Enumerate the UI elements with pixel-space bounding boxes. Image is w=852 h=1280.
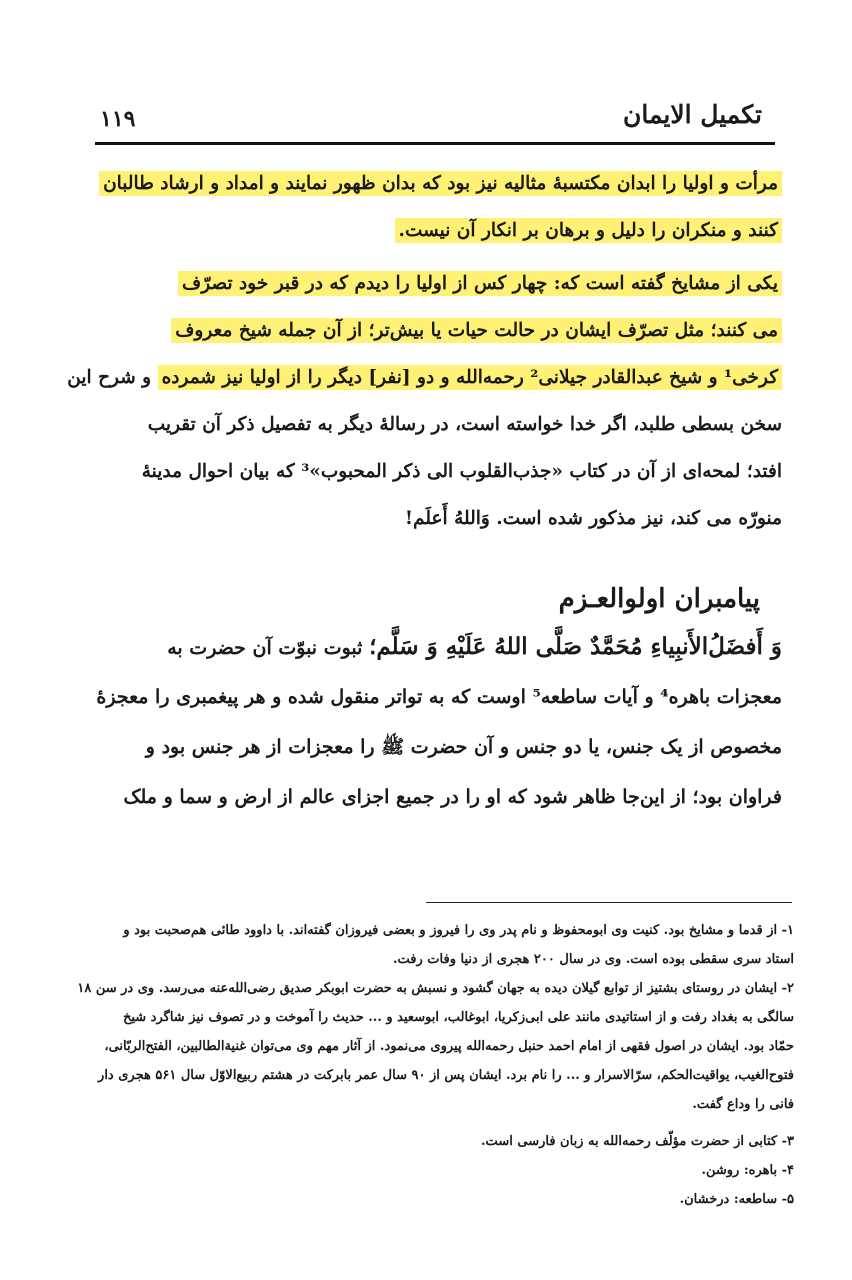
footnote-line: ۱- از قدما و مشایخ بود. کنیت وی ابومحفوظ و نام پدر وی را فیروز و بعضی فیروزان گفته‌اند. با داوود طائی هم‌صحبت بود و — [123, 923, 794, 938]
body-text: منورّه می کند، نیز مذکور شده است. وَاللهُ أَعلَم! — [404, 508, 782, 529]
highlighted-text: کرخی¹ و شیخ عبدالقادر جیلانی² رحمه‌الله و دو [نفر] دیگر را از اولیا نیز شمرده — [158, 365, 782, 390]
footnote-4: ۴- باهره: روشن. — [701, 1163, 794, 1178]
body-text: سخن بسطی طلبد، اگر خدا خواسته است، در رسالهٔ دیگر به تفصیل ذکر آن تقریب — [147, 414, 782, 435]
paragraph-1 — [90, 160, 782, 254]
footnote-line: فتوح‌الغیب، یواقیت‌الحکم، سرّالاسرار و ... را نام برد. ایشان پس از ۹۰ سال عمر بابرکت در هشتم ربیع‌الاوّل سال ۵۶۱ هجری دار — [98, 1068, 794, 1083]
section-paragraph — [90, 622, 782, 822]
highlighted-text: یکی از مشایخ گفته است که: چهار کس از اولیا را دیدم که در قبر خود تصرّف — [178, 271, 782, 296]
page-number: ۱۱۹ — [100, 106, 136, 132]
footnote-line: سالگی به بغداد رفت و از استاتیدی مانند علی ابی‌زکریا، ابوغالب، ابوسعید و ... حدیث را آموخت و در تصوف نیز شاگرد شیخ — [122, 1010, 794, 1025]
footnote-2 — [77, 974, 794, 1119]
footnote-line: فانی را وداع گفت. — [692, 1097, 794, 1112]
footnote-line: حمّاد بود. ایشان در اصول فقهی از امام احمد حنبل رحمه‌الله پیروی می‌نمود. از آثار مهم وی می‌توان غنیة‌الطالبین، الفتح‌الربّانی، — [104, 1039, 794, 1054]
arabic-phrase: وَ أَفضَلُ‌الأَنبِیاءِ مُحَمَّدٌ صَلَّی اللهُ عَلَیْهِ وَ سَلَّم؛ — [369, 633, 782, 660]
footnote-3: ۳- کتابی از حضرت مؤلّف رحمه‌الله به زبان فارسی است. — [481, 1134, 794, 1149]
section-heading: پیامبران اولوالعـزم — [558, 584, 760, 614]
body-text: معجزات باهره⁴ و آیات ساطعه⁵ اوست که به تواتر منقول شده و هر پیغمبری را معجزهٔ — [96, 686, 782, 708]
body-text: و شرح این — [67, 367, 152, 388]
footnote-divider — [426, 902, 792, 903]
footnotes — [77, 916, 794, 1214]
highlighted-text: مرأت و اولیا را ابدان مکتسبهٔ مثالیه نیز بود که بدان ظهور نمایند و امداد و ارشاد طالبان — [99, 171, 782, 196]
footnote-line: استاد سری سقطی بوده است. وی در سال ۲۰۰ هجری از دنیا وفات رفت. — [393, 952, 794, 967]
highlighted-text: کنند و منکران را دلیل و برهان بر انکار آن نیست. — [395, 218, 782, 243]
paragraph-2 — [67, 260, 782, 542]
highlighted-text: می کنند؛ مثل تصرّف ایشان در حالت حیات یا بیش‌تر؛ از آن جمله شیخ معروف — [171, 318, 782, 343]
running-header-title: تکمیل الایمان — [623, 100, 762, 129]
footnote-5: ۵- ساطعه: درخشان. — [679, 1192, 794, 1207]
body-text: ثبوت نبوّت آن حضرت به — [167, 637, 363, 659]
footnote-line: ۲- ایشان در روستای بشتیز از توابع گیلان دیده به جهان گشود و نسبش به حضرت ابوبکر صدیق رضی‌الله‌عنه می‌رسد. وی در سن ۱۸ — [77, 981, 794, 996]
body-text: افتد؛ لمحه‌ای از آن در کتاب «جذب‌القلوب الی ذکر المحبوب»³ که بیان احوال مدینهٔ — [141, 461, 782, 482]
header-divider — [95, 142, 775, 145]
body-text: فراوان بود؛ از این‌جا ظاهر شود که او را در جمیع اجزای عالم از ارض و سما و ملک — [123, 786, 782, 808]
body-text: مخصوص از یک جنس، یا دو جنس و آن حضرت ﷺ را معجزات از هر جنس بود و — [145, 736, 782, 758]
footnote-1 — [88, 916, 794, 974]
